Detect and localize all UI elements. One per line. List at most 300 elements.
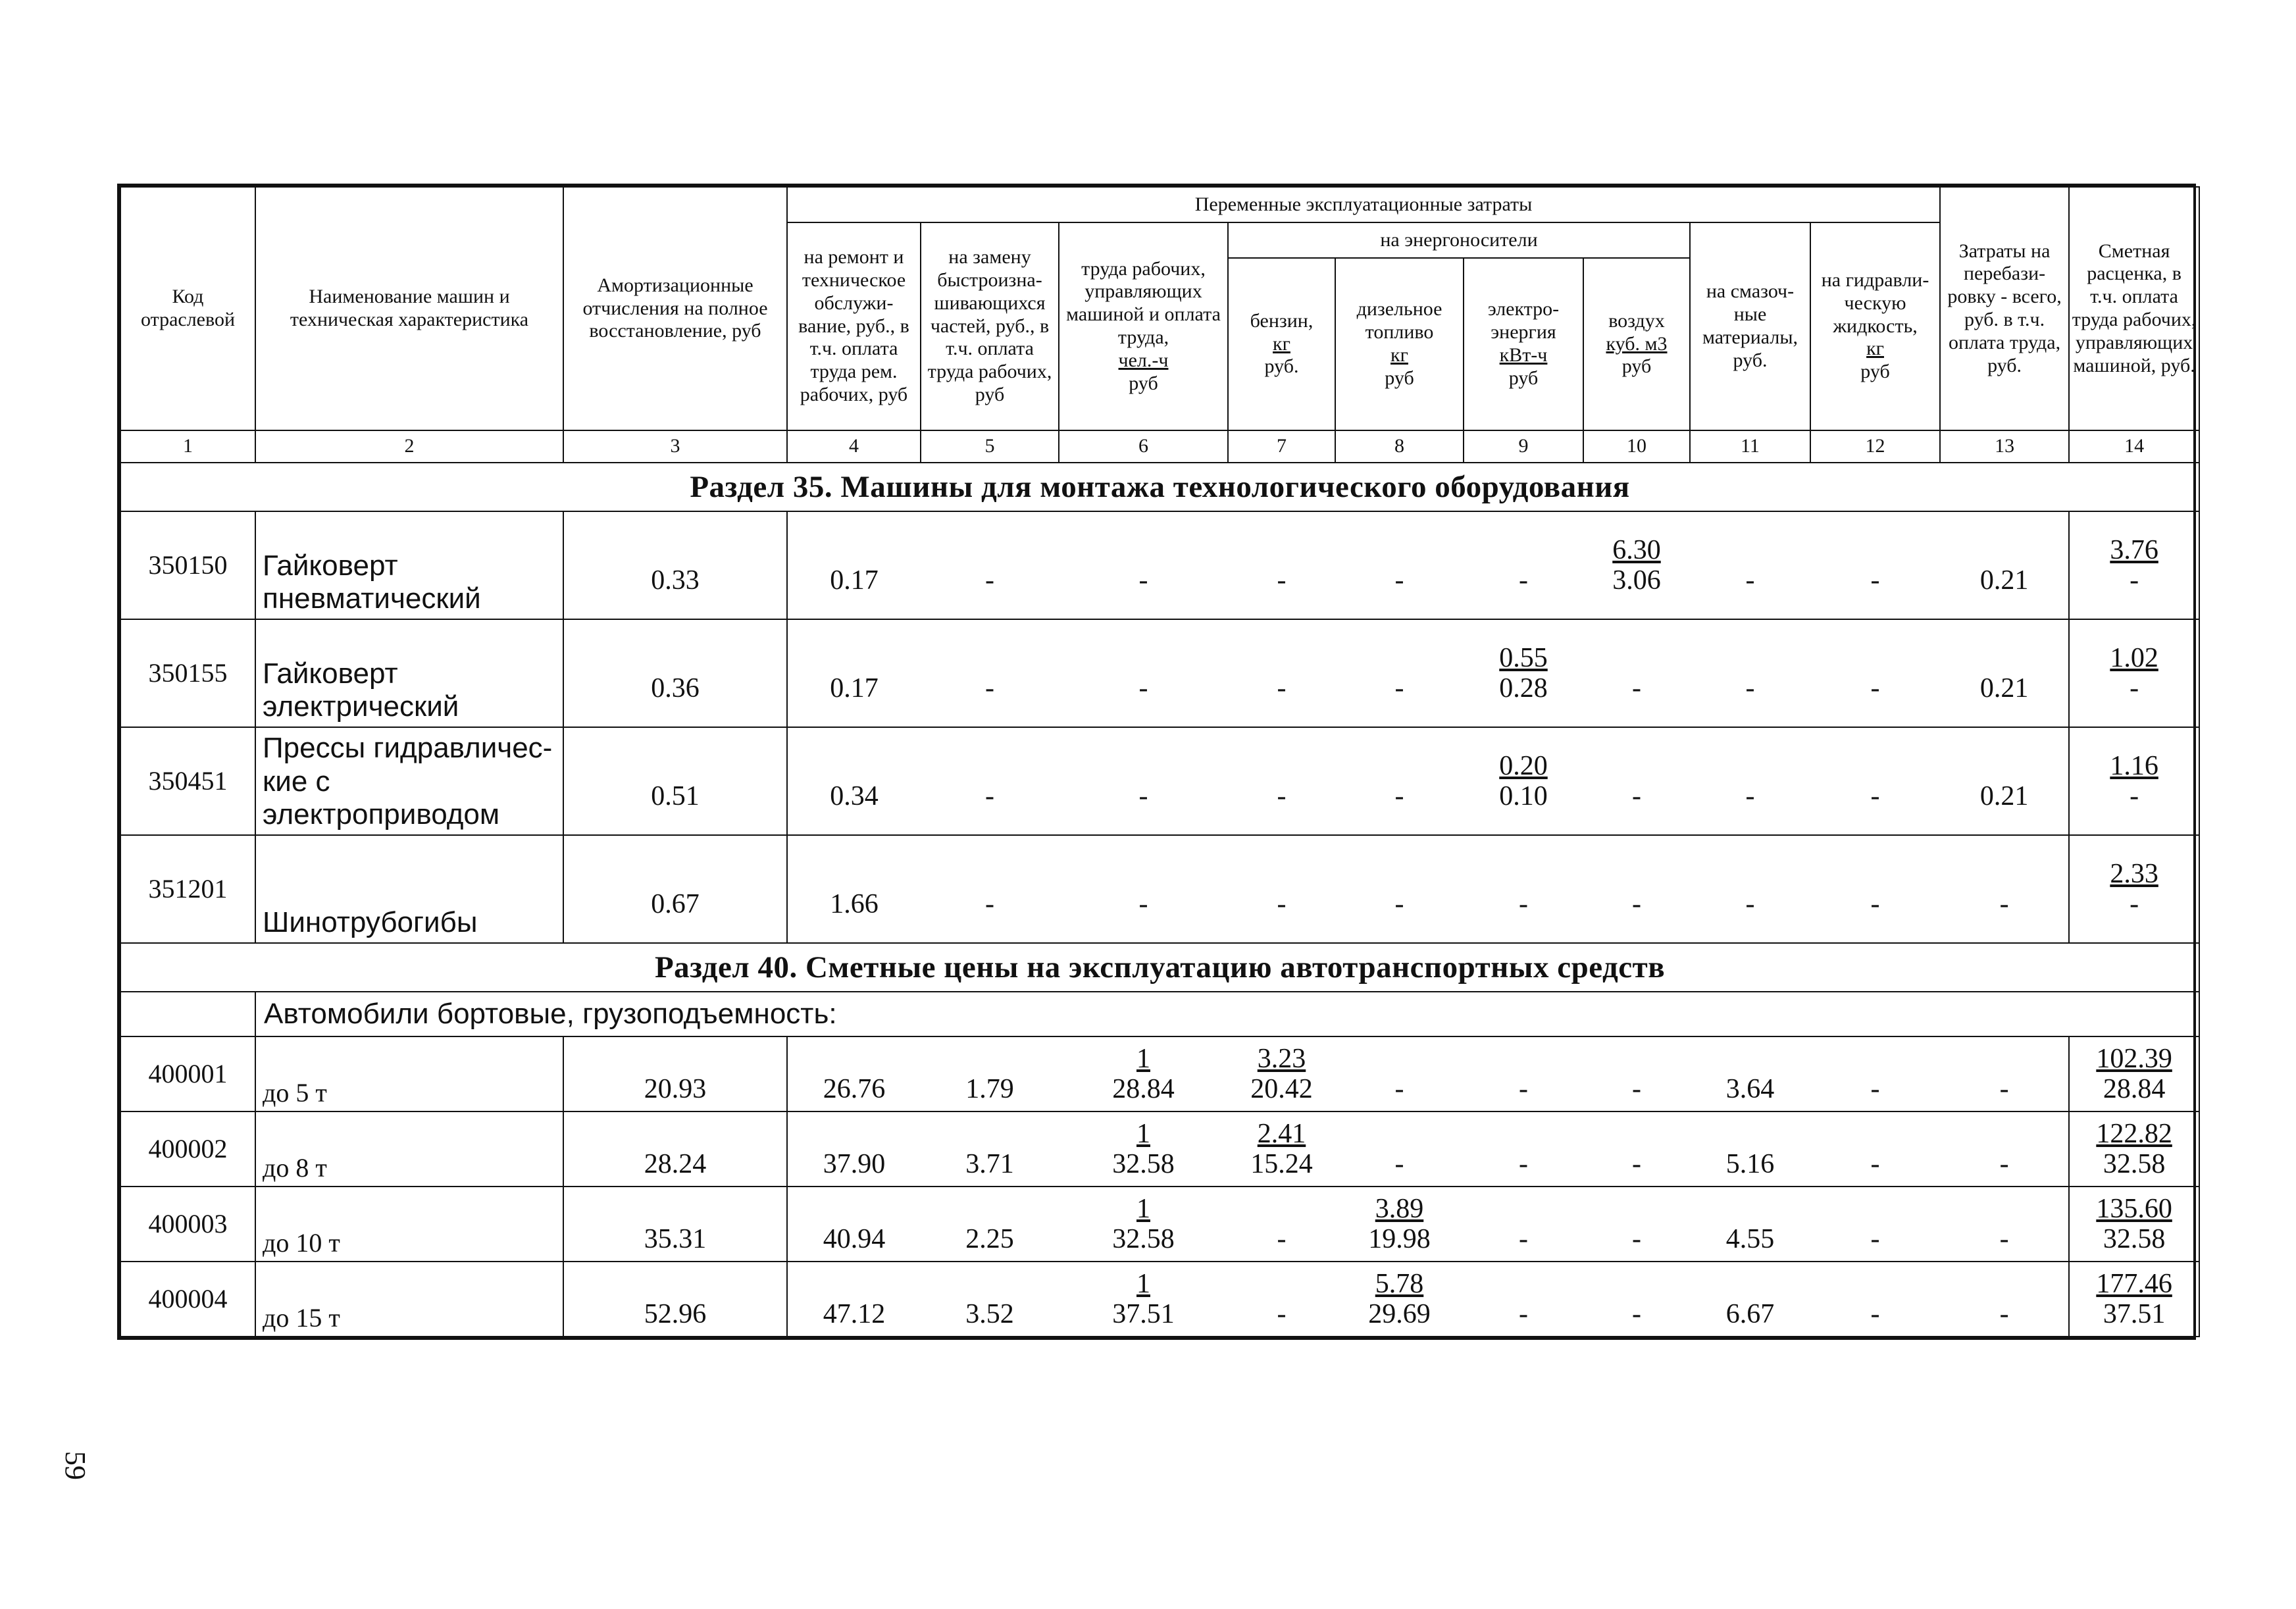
- cell-value: -: [1277, 780, 1287, 811]
- cell-c12: [1810, 1036, 1940, 1111]
- cell-c14: [2069, 1111, 2199, 1187]
- cell-value: 3.52: [965, 1298, 1014, 1329]
- header-variable: Переменные эксплуатационные затраты: [787, 187, 1940, 222]
- table-row: [120, 1111, 2199, 1187]
- cell-value-norm: [1940, 643, 2068, 673]
- cell-value: 47.12: [823, 1298, 886, 1329]
- cell-c7: [1228, 835, 1335, 943]
- cell-c8: [1335, 511, 1464, 619]
- cell-value: -: [2130, 780, 2139, 811]
- header-name: Наименование машин и техническая характеристика: [255, 187, 563, 430]
- cell-value-norm: [921, 535, 1059, 565]
- cell-c11: [1690, 1187, 1810, 1262]
- cell-c4: [787, 835, 921, 943]
- cell-value: 32.58: [1112, 1223, 1175, 1254]
- cell-c3: [563, 619, 787, 727]
- cell-c4: [787, 619, 921, 727]
- cell-value-norm: 1.16: [2110, 750, 2158, 781]
- cell-value-norm: [1940, 535, 2068, 565]
- cell-c14: [2069, 511, 2199, 619]
- cell-value-norm: [1810, 859, 1940, 889]
- cell-c7: [1228, 1187, 1335, 1262]
- cell-value: -: [1138, 673, 1148, 703]
- cell-value: -: [1870, 1073, 1880, 1104]
- header-air: [1583, 258, 1690, 430]
- row-code: 400003: [120, 1187, 255, 1262]
- cell-value: -: [1394, 780, 1404, 811]
- cell-value: 35.31: [644, 1223, 707, 1254]
- cell-value: 32.58: [2103, 1223, 2166, 1254]
- cell-c6: [1059, 1036, 1228, 1111]
- cell-c9: [1464, 835, 1583, 943]
- section-40-title: Раздел 40. Сметные цены на эксплуатацию автотранспортных средств: [120, 943, 2199, 992]
- cell-value: 4.55: [1725, 1223, 1775, 1254]
- cell-c10: [1583, 619, 1690, 727]
- cell-value-norm: 6.30: [1612, 534, 1661, 565]
- cell-value: -: [1870, 1148, 1880, 1179]
- cell-c3: [563, 1262, 787, 1337]
- col-number: 8: [1335, 430, 1464, 463]
- table-body: [120, 463, 2199, 1337]
- header-rebase: Затраты на перебази-ровку - всего, руб. в т.ч. оплата труда, руб.: [1940, 187, 2069, 430]
- cell-value-norm: [1690, 1194, 1810, 1224]
- cell-c11: [1690, 835, 1810, 943]
- header-hydro-unit: кг: [1866, 338, 1884, 360]
- cell-value-norm: [564, 1044, 786, 1074]
- cell-value: -: [1138, 888, 1148, 919]
- cell-value: -: [1519, 565, 1528, 596]
- cell-value: -: [1999, 888, 2009, 919]
- cell-value-norm: [1690, 1119, 1810, 1149]
- cell-value-norm: [1583, 751, 1690, 781]
- cell-value-norm: [1940, 1119, 2068, 1149]
- price-table: [117, 184, 2196, 1340]
- cell-value: 0.28: [1499, 673, 1548, 703]
- cell-value: -: [1138, 780, 1148, 811]
- cell-value: -: [985, 565, 994, 596]
- col-number: 4: [787, 430, 921, 463]
- cell-c6: [1059, 1262, 1228, 1337]
- cell-value-norm: [1810, 643, 1940, 673]
- col-number: 10: [1583, 430, 1690, 463]
- cell-c13: [1940, 511, 2069, 619]
- cell-value-norm: [1810, 1119, 1940, 1149]
- cell-value: 28.84: [2103, 1073, 2166, 1104]
- cell-value-norm: [1940, 859, 2068, 889]
- cell-value-norm: [1810, 1044, 1940, 1074]
- cell-c12: [1810, 835, 1940, 943]
- cell-c7: [1228, 1111, 1335, 1187]
- table-row: [120, 619, 2199, 727]
- cell-value-norm: [1228, 535, 1335, 565]
- cell-c9: [1464, 1036, 1583, 1111]
- row-code: 400002: [120, 1111, 255, 1187]
- cell-value-norm: [788, 1044, 921, 1074]
- cell-c13: [1940, 1262, 2069, 1337]
- col-number: 13: [1940, 430, 2069, 463]
- cell-value: -: [1870, 1298, 1880, 1329]
- cell-value-norm: [1228, 1269, 1335, 1299]
- cell-c5: [921, 619, 1059, 727]
- cell-value-norm: [1583, 1119, 1690, 1149]
- cell-value-norm: [921, 1044, 1059, 1074]
- col-number: 11: [1690, 430, 1810, 463]
- section-row: [120, 463, 2199, 511]
- cell-value: -: [1394, 888, 1404, 919]
- cell-value-norm: [1690, 1269, 1810, 1299]
- cell-c14: [2069, 1187, 2199, 1262]
- cell-c9: [1464, 1187, 1583, 1262]
- cell-value-norm: 0.20: [1499, 750, 1548, 781]
- cell-c13: [1940, 1036, 2069, 1111]
- cell-c4: [787, 1187, 921, 1262]
- cell-value: 20.42: [1250, 1073, 1313, 1104]
- row-name: Гайковерт пневматический: [255, 511, 563, 619]
- cell-value-norm: [564, 535, 786, 565]
- cell-value-norm: [788, 1194, 921, 1224]
- cell-value-norm: [1940, 1194, 2068, 1224]
- page-number: 59: [59, 1451, 91, 1480]
- cell-value-norm: [1228, 859, 1335, 889]
- cell-value-norm: [1335, 643, 1464, 673]
- header-labor-unit: чел.-ч: [1118, 349, 1169, 371]
- col-number: 2: [255, 430, 563, 463]
- cell-value: -: [1394, 565, 1404, 596]
- cell-value: 20.93: [644, 1073, 707, 1104]
- row-name: Шинотрубогибы: [255, 835, 563, 943]
- cell-value-norm: 3.76: [2110, 534, 2158, 565]
- cell-value: -: [1745, 565, 1755, 596]
- cell-value: -: [1277, 1298, 1287, 1329]
- cell-value: 0.21: [1979, 673, 2029, 703]
- cell-value: -: [2130, 888, 2139, 919]
- cell-value-norm: [564, 1269, 786, 1299]
- cell-value: 52.96: [644, 1298, 707, 1329]
- cell-value-norm: [1464, 1119, 1583, 1149]
- header-elec-rub: руб: [1508, 367, 1539, 389]
- col-number: 6: [1059, 430, 1228, 463]
- cell-c13: [1940, 1187, 2069, 1262]
- cell-value-norm: [1335, 859, 1464, 889]
- cell-value-norm: 102.39: [2096, 1043, 2172, 1074]
- cell-c7: [1228, 1262, 1335, 1337]
- cell-value-norm: [788, 751, 921, 781]
- col-number: 5: [921, 430, 1059, 463]
- section-35-title: Раздел 35. Машины для монтажа технологического оборудования: [120, 463, 2199, 511]
- table-row: [120, 727, 2199, 835]
- cell-c14: [2069, 1262, 2199, 1337]
- cell-value-norm: [788, 535, 921, 565]
- cell-c10: [1583, 511, 1690, 619]
- header-diesel-text: дизельное топливо: [1356, 298, 1442, 344]
- cell-c3: [563, 511, 787, 619]
- cell-value: 6.67: [1725, 1298, 1775, 1329]
- cell-c11: [1690, 1036, 1810, 1111]
- cell-value-norm: [1690, 535, 1810, 565]
- cell-value-norm: [1335, 1119, 1464, 1149]
- cell-c8: [1335, 1262, 1464, 1337]
- cell-value: -: [985, 673, 994, 703]
- cell-c14: [2069, 835, 2199, 943]
- cell-value-norm: 1: [1136, 1268, 1150, 1299]
- section-row: [120, 943, 2199, 992]
- header-air-unit: куб. м3: [1606, 332, 1668, 355]
- cell-c12: [1810, 1187, 1940, 1262]
- cell-value: 29.69: [1368, 1298, 1431, 1329]
- group-label: Автомобили бортовые, грузоподъемность:: [255, 992, 2199, 1036]
- header-labor-text: труда рабочих, управляющих машиной и оплата труда,: [1066, 257, 1221, 348]
- cell-value-norm: 3.23: [1257, 1043, 1306, 1074]
- header-electricity: [1464, 258, 1583, 430]
- cell-value: -: [1138, 565, 1148, 596]
- table-row: [120, 1262, 2199, 1337]
- cell-value-norm: [788, 1119, 921, 1149]
- cell-value-norm: 3.89: [1375, 1193, 1424, 1224]
- cell-c13: [1940, 619, 2069, 727]
- cell-value: -: [1999, 1073, 2009, 1104]
- cell-c14: [2069, 727, 2199, 835]
- cell-value: 40.94: [823, 1223, 886, 1254]
- cell-value: -: [1394, 1148, 1404, 1179]
- cell-c3: [563, 1036, 787, 1111]
- row-name: Прессы гидравличес-кие с электроприводом: [255, 727, 563, 835]
- header-labor: [1059, 222, 1228, 430]
- cell-value: -: [1394, 1073, 1404, 1104]
- cell-value: -: [1999, 1148, 2009, 1179]
- cell-value: 37.90: [823, 1148, 886, 1179]
- cell-c6: [1059, 1111, 1228, 1187]
- cell-value-norm: [1059, 643, 1228, 673]
- cell-value-norm: [1583, 859, 1690, 889]
- cell-value: 37.51: [1112, 1298, 1175, 1329]
- cell-value-norm: [564, 1119, 786, 1149]
- cell-value: 2.25: [965, 1223, 1014, 1254]
- cell-value-norm: [1335, 1044, 1464, 1074]
- cell-value: -: [1999, 1298, 2009, 1329]
- col-number: 7: [1228, 430, 1335, 463]
- cell-c5: [921, 1187, 1059, 1262]
- col-number: 12: [1810, 430, 1940, 463]
- cell-value: -: [1745, 780, 1755, 811]
- cell-value: -: [1519, 1073, 1528, 1104]
- cell-value-norm: [788, 859, 921, 889]
- cell-value: -: [1394, 673, 1404, 703]
- cell-c7: [1228, 619, 1335, 727]
- cell-value-norm: [1810, 1269, 1940, 1299]
- cell-c12: [1810, 1111, 1940, 1187]
- cell-value: -: [1519, 1148, 1528, 1179]
- cell-value: -: [1870, 673, 1880, 703]
- cell-value: -: [1870, 888, 1880, 919]
- cell-value: -: [1519, 1223, 1528, 1254]
- cell-c14: [2069, 1036, 2199, 1111]
- cell-value-norm: 1.02: [2110, 642, 2158, 673]
- cell-value-norm: [1690, 1044, 1810, 1074]
- cell-c6: [1059, 511, 1228, 619]
- cell-c7: [1228, 727, 1335, 835]
- cell-value-norm: [564, 1194, 786, 1224]
- row-code: 400004: [120, 1262, 255, 1337]
- cell-value-norm: [1059, 859, 1228, 889]
- row-code: 350150: [120, 511, 255, 619]
- cell-c8: [1335, 619, 1464, 727]
- cell-value: -: [1632, 1298, 1641, 1329]
- cell-value-norm: [1228, 643, 1335, 673]
- cell-value: -: [1277, 888, 1287, 919]
- cell-value: -: [2130, 673, 2139, 703]
- cell-c6: [1059, 619, 1228, 727]
- cell-value: 3.64: [1725, 1073, 1775, 1104]
- cell-value-norm: [921, 1269, 1059, 1299]
- header-amort: Амортизационные отчисления на полное восстановление, руб: [563, 187, 787, 430]
- header-elec-unit: кВт-ч: [1499, 344, 1548, 366]
- cell-c4: [787, 1036, 921, 1111]
- cell-value-norm: 0.55: [1499, 642, 1548, 673]
- cell-value-norm: [564, 859, 786, 889]
- column-numbers-row: [120, 430, 2199, 463]
- header-lube: на смазоч-ные материалы, руб.: [1690, 222, 1810, 430]
- cell-value-norm: [921, 1194, 1059, 1224]
- cell-c5: [921, 727, 1059, 835]
- cell-value-norm: [921, 1119, 1059, 1149]
- table: [120, 186, 2200, 1337]
- cell-value: -: [1519, 888, 1528, 919]
- header-hydro: [1810, 222, 1940, 430]
- header-petrol-text: бензин,: [1250, 309, 1314, 332]
- cell-value-norm: [564, 751, 786, 781]
- cell-value: 26.76: [823, 1073, 886, 1104]
- cell-c4: [787, 511, 921, 619]
- cell-c13: [1940, 727, 2069, 835]
- cell-c5: [921, 511, 1059, 619]
- cell-value-norm: [921, 643, 1059, 673]
- header-hydro-rub: руб: [1860, 361, 1890, 383]
- cell-c10: [1583, 1187, 1690, 1262]
- cell-c3: [563, 1111, 787, 1187]
- cell-value-norm: 2.41: [1257, 1118, 1306, 1149]
- cell-c4: [787, 1111, 921, 1187]
- cell-value-norm: [1810, 751, 1940, 781]
- cell-c11: [1690, 1111, 1810, 1187]
- cell-value: -: [1745, 888, 1755, 919]
- table-row: [120, 511, 2199, 619]
- cell-value: 1.66: [830, 888, 879, 919]
- cell-c8: [1335, 1111, 1464, 1187]
- cell-value-norm: [1335, 751, 1464, 781]
- cell-value: -: [1870, 1223, 1880, 1254]
- cell-c11: [1690, 511, 1810, 619]
- cell-value-norm: [1810, 535, 1940, 565]
- header-petrol-unit: кг: [1273, 332, 1290, 355]
- row-name: до 8 т: [255, 1111, 563, 1187]
- header-code: Код отраслевой: [120, 187, 255, 430]
- header-elec-text: электро-энергия: [1487, 298, 1560, 344]
- cell-value: 0.17: [830, 673, 879, 703]
- cell-c10: [1583, 727, 1690, 835]
- cell-value: 32.58: [2103, 1148, 2166, 1179]
- cell-value-norm: 2.33: [2110, 858, 2158, 889]
- cell-c8: [1335, 835, 1464, 943]
- row-code: 400001: [120, 1036, 255, 1111]
- cell-value-norm: 5.78: [1375, 1268, 1424, 1299]
- cell-value: 0.17: [830, 565, 879, 596]
- col-number: 3: [563, 430, 787, 463]
- cell-value-norm: [1464, 1044, 1583, 1074]
- header-hydro-text: на гидравли-ческую жидкость,: [1821, 269, 1929, 337]
- cell-c11: [1690, 727, 1810, 835]
- cell-value: 0.34: [830, 780, 879, 811]
- cell-value: 15.24: [1250, 1148, 1313, 1179]
- cell-c6: [1059, 835, 1228, 943]
- col-number: 1: [120, 430, 255, 463]
- cell-c12: [1810, 619, 1940, 727]
- cell-value: 0.51: [651, 780, 700, 811]
- cell-c10: [1583, 835, 1690, 943]
- row-name: до 5 т: [255, 1036, 563, 1111]
- row-code: 351201: [120, 835, 255, 943]
- cell-value: -: [1632, 888, 1641, 919]
- cell-value-norm: [1940, 1269, 2068, 1299]
- cell-value: 28.24: [644, 1148, 707, 1179]
- cell-c8: [1335, 1036, 1464, 1111]
- cell-value-norm: 1: [1136, 1118, 1150, 1149]
- cell-value-norm: [1690, 751, 1810, 781]
- cell-c12: [1810, 1262, 1940, 1337]
- header-estimate: Сметная расценка, в т.ч. оплата труда рабочих, управляющих машиной, руб.: [2069, 187, 2199, 430]
- cell-value-norm: [1810, 1194, 1940, 1224]
- cell-c10: [1583, 1262, 1690, 1337]
- cell-c3: [563, 835, 787, 943]
- cell-value: -: [1632, 1073, 1641, 1104]
- group-row: [120, 992, 2199, 1036]
- cell-value: -: [1745, 673, 1755, 703]
- cell-value-norm: [1335, 535, 1464, 565]
- cell-value: -: [1632, 780, 1641, 811]
- cell-value: -: [1999, 1223, 2009, 1254]
- cell-value: -: [985, 888, 994, 919]
- row-name: Гайковерт электрический: [255, 619, 563, 727]
- cell-value-norm: [921, 751, 1059, 781]
- cell-c9: [1464, 511, 1583, 619]
- cell-value-norm: 135.60: [2096, 1193, 2172, 1224]
- cell-value: -: [1632, 673, 1641, 703]
- cell-value-norm: [1940, 751, 2068, 781]
- row-code: 350451: [120, 727, 255, 835]
- cell-c9: [1464, 1111, 1583, 1187]
- header-diesel: [1335, 258, 1464, 430]
- header-petrol: [1228, 258, 1335, 430]
- cell-value-norm: [921, 859, 1059, 889]
- header-diesel-unit: кг: [1390, 344, 1408, 366]
- header-air-rub: руб: [1621, 355, 1652, 378]
- cell-value: -: [1277, 565, 1287, 596]
- cell-value: 0.33: [651, 565, 700, 596]
- cell-c9: [1464, 727, 1583, 835]
- cell-c6: [1059, 727, 1228, 835]
- cell-c9: [1464, 619, 1583, 727]
- cell-c8: [1335, 727, 1464, 835]
- cell-c12: [1810, 511, 1940, 619]
- header-replace: на замену быстроизна-шивающихся частей, руб., в т.ч. оплата труда рабочих, руб: [921, 222, 1059, 430]
- cell-value-norm: [1464, 859, 1583, 889]
- col-number: 9: [1464, 430, 1583, 463]
- cell-value: 1.79: [965, 1073, 1014, 1104]
- cell-c4: [787, 1262, 921, 1337]
- cell-c3: [563, 1187, 787, 1262]
- cell-c5: [921, 835, 1059, 943]
- row-name: до 15 т: [255, 1262, 563, 1337]
- cell-value: 19.98: [1368, 1223, 1431, 1254]
